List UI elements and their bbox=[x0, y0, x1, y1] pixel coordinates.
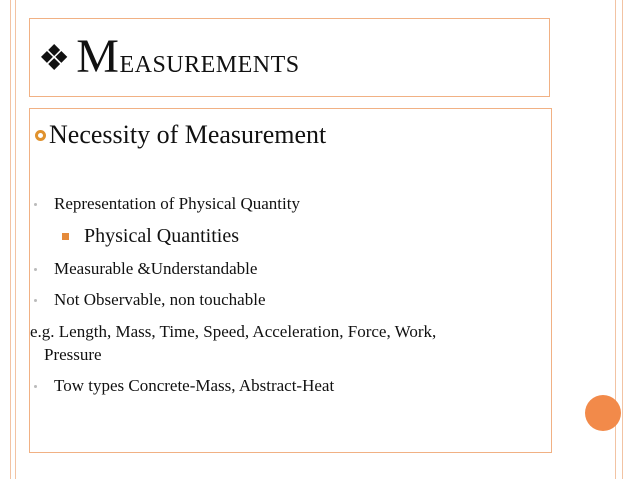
slide-title bbox=[38, 30, 300, 83]
content-box bbox=[29, 108, 552, 453]
list-item-text: Representation of Physical Quantity bbox=[54, 194, 300, 213]
decorative-line-left-inner bbox=[15, 0, 16, 479]
decorative-circle bbox=[585, 395, 621, 431]
list-item-text: Tow types Concrete-Mass, Abstract-Heat bbox=[54, 376, 335, 395]
example-line-1: e.g. Length, Mass, Time, Speed, Acceleration, Force, Work, bbox=[30, 322, 437, 341]
decorative-line-right-outer bbox=[622, 0, 623, 479]
sub-list-item-text: Physical Quantities bbox=[84, 225, 239, 247]
list-item bbox=[34, 290, 266, 310]
list-item bbox=[34, 376, 334, 396]
list-item-text: Not Observable, non touchable bbox=[54, 290, 266, 309]
section-heading-text: Necessity of Measurement bbox=[49, 120, 327, 149]
square-bullet-icon bbox=[62, 233, 69, 240]
example-line-2: Pressure bbox=[44, 345, 102, 364]
dot-bullet-icon bbox=[34, 385, 37, 388]
title-box bbox=[29, 18, 550, 97]
section-heading bbox=[35, 120, 326, 150]
list-item bbox=[34, 259, 257, 279]
ring-bullet-icon bbox=[35, 130, 46, 141]
example-text bbox=[30, 320, 550, 366]
dot-bullet-icon bbox=[34, 268, 37, 271]
dot-bullet-icon bbox=[34, 203, 37, 206]
decorative-line-left-outer bbox=[10, 0, 11, 479]
sub-list-item bbox=[62, 225, 239, 248]
slide-title-text: Measurements bbox=[76, 30, 300, 83]
list-item-text: Measurable &Understandable bbox=[54, 259, 258, 278]
dot-bullet-icon bbox=[34, 299, 37, 302]
list-item bbox=[34, 194, 300, 214]
four-diamond-icon: ❖ bbox=[38, 38, 71, 78]
